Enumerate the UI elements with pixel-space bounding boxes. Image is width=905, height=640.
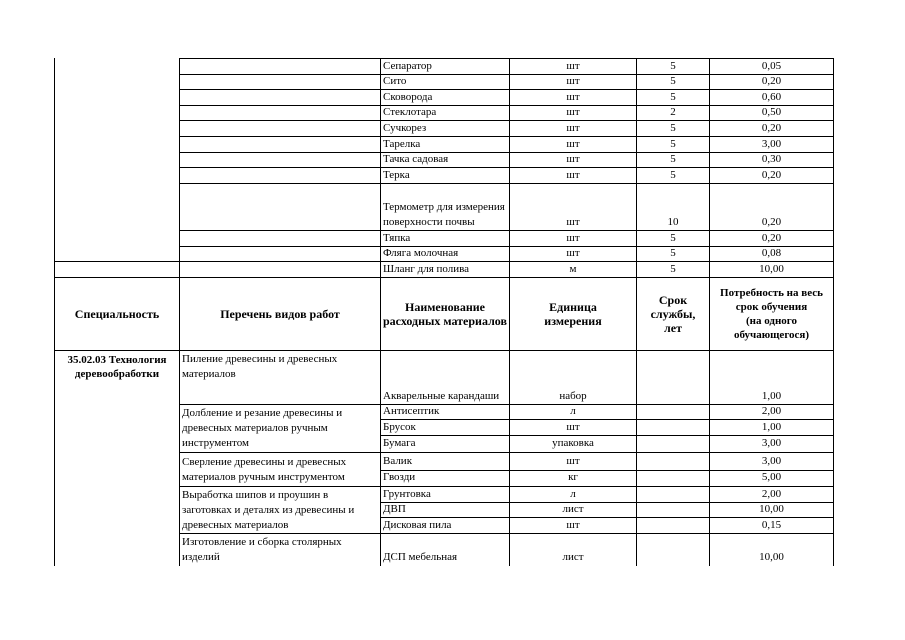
material-unit: лист — [562, 503, 584, 515]
material-name: Тачка садовая — [383, 153, 449, 165]
row-divider — [179, 120, 834, 121]
material-need: 0,50 — [761, 106, 782, 118]
work-item: Выработка шипов и проушин в — [182, 489, 329, 501]
material-need: 2,00 — [761, 405, 782, 417]
work-item: древесных материалов — [182, 519, 289, 531]
material-life: 5 — [670, 60, 676, 72]
header-need — [710, 278, 833, 350]
material-need: 10,00 — [759, 551, 784, 563]
material-name: Гвозди — [383, 471, 416, 483]
material-name: Брусок — [383, 421, 416, 433]
material-name: Дисковая пила — [383, 519, 452, 531]
header-life — [637, 278, 709, 350]
row-divider — [179, 533, 834, 534]
row-divider — [54, 261, 834, 262]
material-name: Тяпка — [383, 232, 411, 244]
header-unit-line: Единица — [549, 300, 597, 314]
material-need: 1,00 — [761, 421, 782, 433]
material-unit: кг — [568, 471, 578, 483]
row-divider — [179, 58, 834, 59]
material-life: 5 — [670, 91, 676, 103]
material-name: Сучкорез — [383, 122, 427, 134]
material-unit: шт — [566, 106, 580, 118]
material-need: 0,20 — [761, 75, 782, 87]
material-need: 0,20 — [761, 216, 782, 228]
material-unit: набор — [559, 390, 587, 402]
header-life-line: службы, — [650, 307, 696, 321]
header-works — [180, 278, 380, 350]
header-materials-line: расходных материалов — [382, 314, 507, 328]
work-item: Изготовление и сборка столярных — [182, 536, 342, 548]
header-unit-line: измерения — [544, 314, 602, 328]
material-unit: упаковка — [552, 437, 594, 449]
material-need: 1,00 — [761, 390, 782, 402]
header-need-line: обучающегося) — [733, 329, 810, 341]
material-need: 0,60 — [761, 91, 782, 103]
header-need-line: срок обучения — [735, 301, 808, 313]
header-materials-line: Наименование — [405, 300, 485, 314]
work-item: Пиление древесины и древесных — [182, 353, 338, 365]
material-name: ДСП мебельная — [383, 551, 458, 563]
material-unit: шт — [566, 122, 580, 134]
material-life: 5 — [670, 122, 676, 134]
header-life-line: Срок — [658, 293, 688, 307]
material-name: Акварельные карандаши — [383, 390, 500, 402]
row-divider — [179, 452, 834, 453]
row-divider — [380, 435, 834, 436]
work-item: инструментом — [182, 437, 249, 449]
header-need-line: Потребность на весь — [720, 287, 823, 299]
material-name: Сковорода — [383, 91, 433, 103]
row-divider — [179, 89, 834, 90]
work-item: Сверление древесины и древесных — [182, 456, 347, 468]
material-need: 3,00 — [761, 138, 782, 150]
material-name: Бумага — [383, 437, 416, 449]
material-life: 5 — [670, 169, 676, 181]
material-name: Терка — [383, 169, 410, 181]
row-divider — [179, 486, 834, 487]
material-need: 0,15 — [761, 519, 782, 531]
material-need: 0,20 — [761, 232, 782, 244]
material-unit: шт — [566, 216, 580, 228]
row-divider — [179, 167, 834, 168]
material-life: 5 — [670, 75, 676, 87]
material-name: Стеклотара — [383, 106, 437, 118]
header-life-line: лет — [664, 321, 682, 335]
material-unit: лист — [562, 551, 584, 563]
material-life: 5 — [670, 247, 676, 259]
material-name: поверхности почвы — [383, 216, 475, 228]
work-item: заготовках и деталях из древесины и — [182, 504, 355, 516]
row-divider — [179, 230, 834, 231]
material-name: Тарелка — [383, 138, 421, 150]
material-unit: шт — [566, 421, 580, 433]
material-name: ДВП — [383, 503, 406, 515]
header-need-line: (на одного — [745, 315, 798, 327]
material-life: 10 — [667, 216, 679, 228]
material-need: 2,00 — [761, 488, 782, 500]
material-life: 5 — [670, 263, 676, 275]
material-need: 0,08 — [761, 247, 782, 259]
material-name: Термометр для измерения — [383, 201, 505, 213]
work-item: изделий — [182, 551, 220, 563]
header-materials — [381, 278, 509, 350]
specialty-code: 35.02.03 Технология — [67, 354, 167, 366]
material-unit: шт — [566, 60, 580, 72]
material-unit: шт — [566, 169, 580, 181]
work-item: материалов — [182, 368, 236, 380]
material-need: 0,05 — [761, 60, 782, 72]
material-need: 3,00 — [761, 455, 782, 467]
material-name: Шланг для полива — [383, 263, 470, 275]
row-divider — [179, 183, 834, 184]
material-need: 0,20 — [761, 169, 782, 181]
material-name: Фляга молочная — [383, 247, 459, 259]
material-need: 5,00 — [761, 471, 782, 483]
material-unit: шт — [566, 455, 580, 467]
material-need: 10,00 — [759, 503, 784, 515]
work-item: Долбление и резание древесины и — [182, 407, 343, 419]
work-item: материалов ручным инструментом — [182, 471, 345, 483]
row-divider — [179, 136, 834, 137]
material-life: 2 — [670, 106, 676, 118]
material-unit: шт — [566, 91, 580, 103]
material-unit: шт — [566, 75, 580, 87]
material-life: 5 — [670, 153, 676, 165]
header-specialty — [55, 278, 179, 350]
row-divider — [380, 419, 834, 420]
material-name: Антисептик — [383, 405, 440, 417]
specialty-title: деревообработки — [74, 368, 160, 380]
material-need: 0,20 — [761, 122, 782, 134]
row-divider — [380, 517, 834, 518]
header-specialty-label: Специальность — [74, 307, 160, 321]
material-unit: шт — [566, 519, 580, 531]
header-unit — [510, 278, 636, 350]
material-life: 5 — [670, 138, 676, 150]
material-name: Валик — [383, 455, 413, 467]
material-name: Сито — [383, 75, 407, 87]
material-unit: м — [569, 263, 577, 275]
material-unit: шт — [566, 232, 580, 244]
material-unit: л — [570, 405, 576, 417]
table-border-right — [833, 58, 834, 566]
header-works-label: Перечень видов работ — [220, 307, 340, 321]
material-name: Грунтовка — [383, 488, 431, 500]
material-unit: шт — [566, 138, 580, 150]
work-item: древесных материалов ручным — [182, 422, 328, 434]
material-unit: шт — [566, 153, 580, 165]
material-name: Сепаратор — [383, 60, 432, 72]
header-divider — [54, 350, 834, 351]
material-unit: л — [570, 488, 576, 500]
material-unit: шт — [566, 247, 580, 259]
material-need: 3,00 — [761, 437, 782, 449]
material-need: 10,00 — [759, 263, 784, 275]
material-need: 0,30 — [761, 153, 782, 165]
material-life: 5 — [670, 232, 676, 244]
